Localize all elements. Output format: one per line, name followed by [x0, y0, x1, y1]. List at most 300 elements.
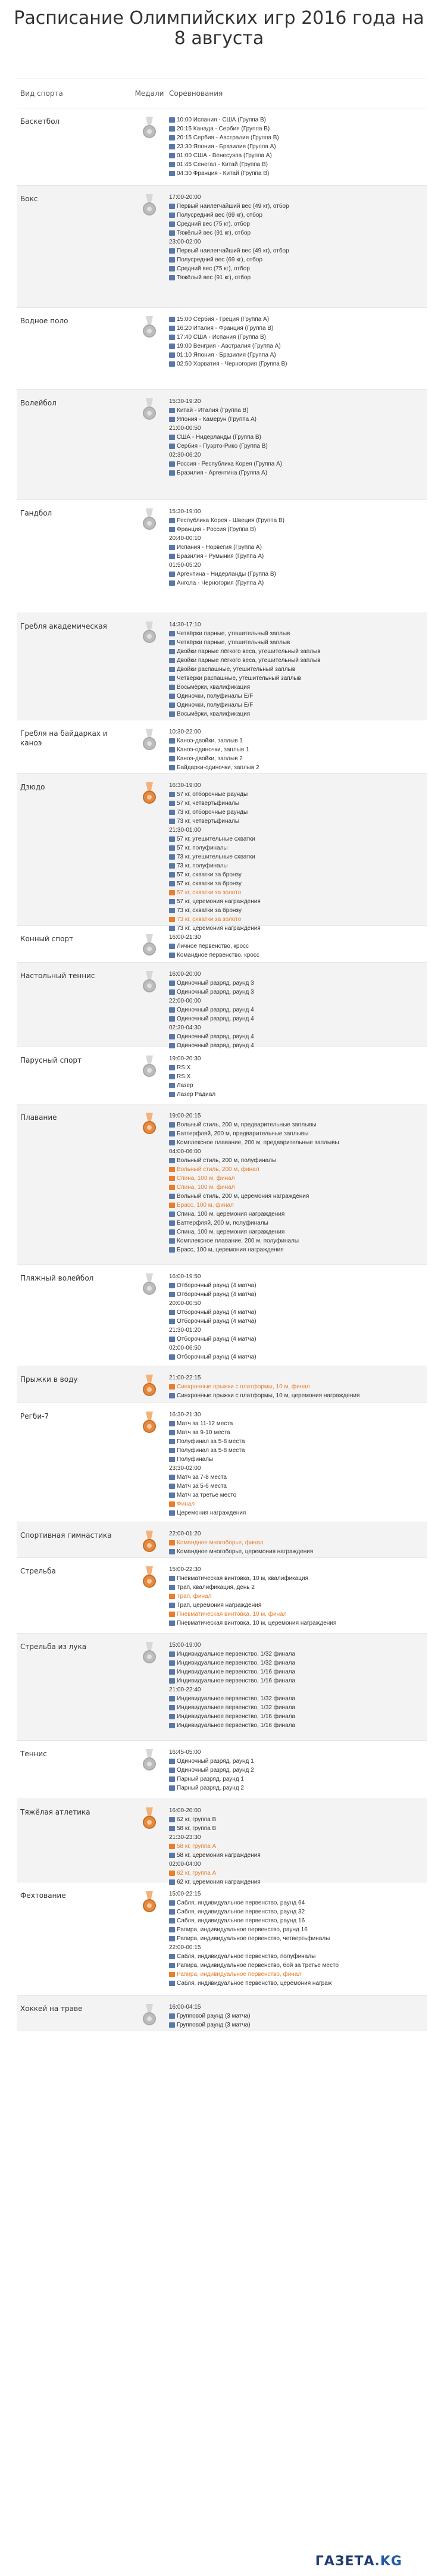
- event-item: [169, 1934, 427, 1943]
- session-time: 16:45-05:00: [169, 1749, 201, 1756]
- event-item: [169, 1138, 427, 1147]
- event-icon: [169, 1319, 175, 1324]
- event-icon: [169, 1211, 175, 1217]
- event-label: Средний вес (75 кг), отбор: [177, 221, 250, 227]
- session-time: 21:00-00:50: [169, 425, 201, 432]
- event-icon: [169, 1826, 175, 1831]
- events-cell: [169, 308, 427, 389]
- event-icon: [169, 702, 175, 708]
- event-icon: [169, 1871, 175, 1876]
- session-time: 02:30-04:30: [169, 1025, 201, 1031]
- event-item: [169, 710, 427, 719]
- event-label: 58 кг, группа A: [177, 1843, 217, 1850]
- event-label: Двойки распашные, утешительный заплыв: [177, 666, 296, 673]
- event-item: [169, 1784, 427, 1793]
- event-label: 23:30 Япония - Бразилия (Группа A): [177, 143, 276, 150]
- event-label: Сабля, индивидуальное первенство, раунд 32: [177, 1909, 305, 1915]
- event-icon: [169, 1669, 175, 1675]
- sport-name: Плавание: [20, 1113, 57, 1122]
- session-time: 21:30-01:00: [169, 827, 201, 833]
- event-icon: [169, 266, 175, 271]
- event-icon: [169, 1909, 175, 1915]
- events-cell: [169, 1741, 427, 1798]
- sport-name: Парусный спорт: [20, 1056, 82, 1064]
- event-icon: [169, 792, 175, 797]
- event-label: 57 кг, схватки за золото: [177, 889, 242, 896]
- event-icon: [169, 1817, 175, 1822]
- medal-cell: [130, 1366, 169, 1403]
- event-icon: [169, 756, 175, 761]
- event-icon: [169, 1844, 175, 1849]
- session-time: 16:00-20:00: [169, 1807, 201, 1814]
- event-icon: [169, 1158, 175, 1163]
- events-cell: [169, 186, 427, 307]
- event-icon: [169, 580, 175, 586]
- event-label: Одиночный разряд, раунд 4: [177, 1033, 254, 1040]
- event-label: RS:X: [177, 1073, 191, 1080]
- event-item: [169, 211, 427, 220]
- event-label: Матч за 9-10 места: [177, 1429, 230, 1436]
- final-event: [169, 1165, 427, 1174]
- event-icon: [169, 631, 175, 636]
- event-label: Полуфиналы: [177, 1456, 214, 1463]
- medal-cell: [130, 1104, 169, 1264]
- gold-medal-icon: [142, 1566, 157, 1589]
- event-item: [169, 754, 427, 763]
- event-label: 62 кг, группа A: [177, 1870, 217, 1876]
- event-icon: [169, 144, 175, 149]
- event-label: Трап, церемония награждения: [177, 1602, 262, 1609]
- event-icon: [169, 1475, 175, 1480]
- event-label: 04:30 Франция - Китай (Группа B): [177, 170, 270, 177]
- sport-name: Стрельба: [20, 1567, 56, 1575]
- final-event: [169, 1382, 427, 1391]
- event-label: Лазер Радиал: [177, 1091, 216, 1098]
- medal-cell: [130, 308, 169, 389]
- event-icon: [169, 162, 175, 167]
- event-item: [169, 1308, 427, 1317]
- event-icon: [169, 1310, 175, 1315]
- event-label: Первый наилегчайший вес (49 кг), отбор: [177, 203, 289, 210]
- event-label: Сабля, индивидуальное первенство, раунд 64: [177, 1900, 305, 1906]
- silver-medal-icon: [142, 622, 157, 644]
- session-time: 21:30-01:20: [169, 1327, 201, 1334]
- event-label: США - Нидерланды (Группа B): [177, 434, 261, 441]
- event-label: Полусредний вес (69 кг), отбор: [177, 257, 262, 263]
- event-label: Китай - Италия (Группа B): [177, 407, 249, 414]
- event-label: Первый наилегчайший вес (49 кг), отбор: [177, 248, 289, 254]
- event-icon: [169, 1203, 175, 1208]
- event-icon: [169, 1439, 175, 1444]
- event-item: [169, 674, 427, 683]
- event-item: [169, 1129, 427, 1138]
- event-icon: [169, 344, 175, 349]
- event-label: 16:20 Италия - Франция (Группа B): [177, 325, 274, 332]
- sport-name: Гребля на байдарках и каноэ: [20, 729, 108, 747]
- event-label: 20:15 Канада - Сербия (Группа B): [177, 126, 270, 132]
- session-time: 01:50-05:20: [169, 562, 201, 569]
- event-item: [169, 1659, 427, 1668]
- event-icon: [169, 1660, 175, 1666]
- event-item: [169, 1014, 427, 1023]
- event-icon: [169, 352, 175, 358]
- event-label: 58 кг, группа B: [177, 1825, 217, 1832]
- event-label: Сербия - Пуэрто-Рико (Группа B): [177, 443, 268, 449]
- table-row: [17, 1522, 427, 1558]
- event-icon: [169, 1594, 175, 1599]
- table-body: [17, 108, 427, 2031]
- event-item: [169, 1072, 427, 1081]
- session-time: 16:00-21:30: [169, 934, 201, 941]
- event-item: [169, 342, 427, 351]
- event-label: 15:00 Сербия - Греция (Группа A): [177, 316, 270, 323]
- event-label: 73 кг, церемония награждения: [177, 925, 261, 932]
- event-label: Восьмёрки, квалификация: [177, 711, 251, 717]
- event-label: 73 кг, полуфиналы: [177, 863, 228, 869]
- event-item: [169, 951, 427, 960]
- event-icon: [169, 326, 175, 331]
- event-label: Байдарки-одиночки, заплыв 2: [177, 764, 259, 771]
- final-event: [169, 1183, 427, 1192]
- gold-medal-icon: [142, 1807, 157, 1830]
- medal-cell: [130, 1403, 169, 1522]
- session-time: 16:30-21:30: [169, 1412, 201, 1418]
- event-item: [169, 1961, 427, 1970]
- event-label: Испания - Норвегия (Группа A): [177, 544, 262, 551]
- event-icon: [169, 2022, 175, 2028]
- event-icon: [169, 1220, 175, 1226]
- event-icon: [169, 1083, 175, 1088]
- medal-cell: [130, 1522, 169, 1557]
- table-row: [17, 1403, 427, 1522]
- sport-name: Гребля академическая: [20, 622, 107, 630]
- event-item: [169, 665, 427, 674]
- event-icon: [169, 1927, 175, 1932]
- event-icon: [169, 1167, 175, 1172]
- event-item: [169, 273, 427, 282]
- site-logo: [315, 2554, 402, 2569]
- event-label: Вольный стиль, 200 м, финал: [177, 1166, 259, 1173]
- event-label: Матч за третье место: [177, 1492, 237, 1498]
- silver-medal-icon: [142, 2004, 157, 2027]
- event-item: [169, 853, 427, 861]
- event-label: Четвёрки парные, утешительный заплыв: [177, 630, 290, 637]
- event-item: [169, 1006, 427, 1014]
- event-icon: [169, 1705, 175, 1710]
- header-medals: Медали: [134, 89, 164, 98]
- event-icon: [169, 649, 175, 654]
- event-item: [169, 1712, 427, 1721]
- event-icon: [169, 1603, 175, 1608]
- event-item: [169, 790, 427, 799]
- event-label: Пневматическая винтовка, 10 м, финал: [177, 1611, 287, 1618]
- event-item: [169, 1032, 427, 1041]
- event-label: 01:45 Сенегал - Китай (Группа B): [177, 161, 268, 168]
- session-time: 19:00-20:30: [169, 1056, 201, 1062]
- event-label: Каноэ-двойки, заплыв 2: [177, 755, 243, 762]
- event-label: Индивидуальное первенство, 1/32 финала: [177, 1660, 296, 1666]
- sport-name: Баскетбол: [20, 117, 60, 126]
- session-time: 16:00-04:15: [169, 2004, 201, 2010]
- event-icon: [169, 1540, 175, 1545]
- event-label: Отборочный раунд (4 матча): [177, 1354, 256, 1360]
- event-icon: [169, 248, 175, 254]
- event-item: [169, 942, 427, 951]
- event-item: [169, 1428, 427, 1437]
- event-item: [169, 1482, 427, 1491]
- event-icon: [169, 747, 175, 752]
- event-label: 57 кг, четвертьфиналы: [177, 800, 240, 807]
- event-item: [169, 433, 427, 442]
- event-item: [169, 1766, 427, 1775]
- event-label: Командное многоборье, церемония награждения: [177, 1548, 314, 1555]
- events-cell: [169, 1522, 427, 1557]
- event-icon: [169, 518, 175, 523]
- silver-medal-icon: [142, 1749, 157, 1772]
- session-time: 02:00-06:50: [169, 1345, 201, 1351]
- medal-cell: [130, 1558, 169, 1633]
- event-item: [169, 1473, 427, 1482]
- header-events: Соревнования: [169, 89, 223, 98]
- event-icon: [169, 863, 175, 869]
- event-icon: [169, 1510, 175, 1516]
- final-event: [169, 1610, 427, 1619]
- event-icon: [169, 676, 175, 681]
- event-icon: [169, 810, 175, 815]
- event-icon: [169, 819, 175, 824]
- event-item: [169, 808, 427, 817]
- event-icon: [169, 1292, 175, 1297]
- event-icon: [169, 1501, 175, 1507]
- event-label: Матч за 11-12 места: [177, 1420, 233, 1427]
- table-row: [17, 1882, 427, 1996]
- event-icon: [169, 658, 175, 663]
- medal-cell: [130, 186, 169, 307]
- table-row: [17, 390, 427, 500]
- event-item: [169, 906, 427, 915]
- event-icon: [169, 1492, 175, 1498]
- session-time: 02:00-04:00: [169, 1861, 201, 1868]
- event-label: Каноэ-одиночки, заплыв 1: [177, 747, 249, 753]
- event-icon: [169, 881, 175, 886]
- event-label: Вольный стиль, 200 м, полуфиналы: [177, 1157, 277, 1164]
- event-icon: [169, 204, 175, 209]
- events-cell: [169, 720, 427, 773]
- event-icon: [169, 694, 175, 699]
- event-item: [169, 1676, 427, 1685]
- event-icon: [169, 1972, 175, 1977]
- event-icon: [169, 1034, 175, 1039]
- event-icon: [169, 1678, 175, 1684]
- events-cell: [169, 1265, 427, 1366]
- sport-name: Хоккей на траве: [20, 2004, 83, 2013]
- event-item: [169, 745, 427, 754]
- event-icon: [169, 408, 175, 413]
- event-item: [169, 1952, 427, 1961]
- events-cell: [169, 390, 427, 499]
- event-label: Одиночный разряд, раунд 2: [177, 1767, 254, 1773]
- event-icon: [169, 1016, 175, 1022]
- event-icon: [169, 1229, 175, 1235]
- medal-cell: [130, 1996, 169, 2031]
- table-row: [17, 1558, 427, 1634]
- event-label: 20:15 Сербия - Австралия (Группа B): [177, 135, 279, 141]
- event-icon: [169, 470, 175, 476]
- events-cell: [169, 108, 427, 185]
- event-label: Вольный стиль, 200 м, церемония награждения: [177, 1193, 309, 1200]
- event-label: 57 кг, утешительные схватки: [177, 836, 255, 842]
- event-label: Одиночный разряд, раунд 4: [177, 1007, 254, 1013]
- event-icon: [169, 1981, 175, 1986]
- event-item: [169, 1547, 427, 1556]
- sport-name: Регби-7: [20, 1412, 49, 1420]
- events-cell: [169, 1104, 427, 1264]
- event-label: Отборочный раунд (4 матча): [177, 1318, 256, 1325]
- session-time: 17:00-20:00: [169, 194, 201, 201]
- event-icon: [169, 1936, 175, 1941]
- event-label: Индивидуальное первенство, 1/32 финала: [177, 1651, 296, 1657]
- event-label: Одиночки, полуфиналы E/F: [177, 693, 254, 700]
- session-time: 23:00-02:00: [169, 239, 201, 245]
- event-item: [169, 683, 427, 692]
- event-label: Синхронные прыжки с платформы, 10 м, церемония награждения: [177, 1392, 360, 1399]
- event-label: Матч за 7-8 места: [177, 1474, 227, 1481]
- event-item: [169, 406, 427, 415]
- event-item: [169, 525, 427, 534]
- gold-medal-icon: [142, 1531, 157, 1553]
- event-icon: [169, 1122, 175, 1128]
- event-icon: [169, 667, 175, 672]
- event-label: Средний вес (75 кг), отбор: [177, 266, 250, 272]
- medal-cell: [130, 1799, 169, 1882]
- medal-cell: [130, 1741, 169, 1798]
- session-time: 21:00-22:15: [169, 1375, 201, 1381]
- medal-cell: [130, 774, 169, 925]
- event-label: Индивидуальное первенство, 1/32 финала: [177, 1704, 296, 1711]
- sport-name: Тяжёлая атлетика: [20, 1808, 90, 1816]
- event-icon: [169, 711, 175, 717]
- schedule-table: [17, 79, 427, 2031]
- event-item: [169, 333, 427, 342]
- event-item: [169, 979, 427, 988]
- event-icon: [169, 1194, 175, 1199]
- event-item: [169, 1290, 427, 1299]
- event-item: [169, 1916, 427, 1925]
- final-event: [169, 1970, 427, 1979]
- events-cell: [169, 1558, 427, 1633]
- event-icon: [169, 1954, 175, 1959]
- logo-brand: ГАЗЕТА: [315, 2554, 375, 2569]
- event-label: Спина, 100 м, финал: [177, 1184, 235, 1191]
- sport-name: Пляжный волейбол: [20, 1274, 94, 1282]
- event-label: 62 кг, группа B: [177, 1816, 217, 1823]
- event-label: Трап, финал: [177, 1593, 212, 1600]
- silver-medal-icon: [142, 398, 157, 421]
- event-item: [169, 169, 427, 178]
- event-item: [169, 656, 427, 665]
- table-row: [17, 1265, 427, 1366]
- event-item: [169, 1281, 427, 1290]
- event-item: [169, 552, 427, 561]
- event-label: Отборочный раунд (4 матча): [177, 1309, 256, 1316]
- event-label: Двойки парные лёгкого веса, утешительный заплыв: [177, 657, 321, 664]
- medal-cell: [130, 1265, 169, 1366]
- event-label: Баттерфляй, 200 м, предварительные заплывы: [177, 1131, 309, 1137]
- event-label: Одиночки, полуфиналы E/F: [177, 702, 254, 708]
- event-label: Полуфинал за 5-8 места: [177, 1447, 245, 1454]
- event-label: Комплексное плавание, 200 м, предварительные заплывы: [177, 1139, 339, 1146]
- session-time: 15:00-22:30: [169, 1566, 201, 1573]
- event-item: [169, 1907, 427, 1916]
- table-row: [17, 186, 427, 308]
- events-cell: [169, 926, 427, 962]
- event-label: Спина, 100 м, финал: [177, 1175, 235, 1182]
- event-icon: [169, 1337, 175, 1342]
- medal-cell: [130, 720, 169, 773]
- gold-medal-icon: [142, 782, 157, 805]
- event-item: [169, 1237, 427, 1245]
- event-item: [169, 1851, 427, 1860]
- event-item: [169, 1245, 427, 1254]
- table-row: [17, 926, 427, 963]
- events-cell: [169, 1882, 427, 1995]
- event-item: [169, 1353, 427, 1362]
- event-label: Парный разряд, раунд 1: [177, 1776, 244, 1782]
- event-icon: [169, 230, 175, 236]
- event-label: Финал: [177, 1501, 195, 1507]
- event-item: [169, 763, 427, 772]
- sport-name: Теннис: [20, 1750, 47, 1758]
- event-label: Индивидуальное первенство, 1/16 финала: [177, 1669, 296, 1675]
- silver-medal-icon: [142, 934, 157, 957]
- medal-cell: [130, 963, 169, 1047]
- event-label: Одиночный разряд, раунд 1: [177, 1758, 254, 1765]
- sport-name: Фехтование: [20, 1891, 66, 1900]
- event-label: Командное многоборье, финал: [177, 1540, 264, 1546]
- session-time: 22:00-00:15: [169, 1944, 201, 1951]
- silver-medal-icon: [142, 508, 157, 531]
- event-label: 57 кг, отборочные раунды: [177, 791, 248, 798]
- event-icon: [169, 738, 175, 744]
- event-label: 73 кг, отборочные раунды: [177, 809, 248, 816]
- event-icon: [169, 872, 175, 878]
- event-item: [169, 1583, 427, 1592]
- event-label: Одиночный разряд, раунд 3: [177, 980, 254, 986]
- event-item: [169, 1455, 427, 1464]
- event-item: [169, 229, 427, 238]
- event-label: Восьмёрки, квалификация: [177, 684, 251, 691]
- event-label: Брасс, 100 м, церемония награждения: [177, 1247, 284, 1253]
- event-label: Рапира, индивидуальное первенство, бой за третье место: [177, 1962, 339, 1969]
- event-icon: [169, 171, 175, 176]
- event-icon: [169, 953, 175, 958]
- event-icon: [169, 1393, 175, 1398]
- event-item: [169, 1509, 427, 1518]
- event-label: Пневматическая винтовка, 10 м, квалификация: [177, 1575, 309, 1582]
- event-item: [169, 988, 427, 997]
- event-label: Комплексное плавание, 200 м, полуфиналы: [177, 1238, 299, 1244]
- event-label: Лазер: [177, 1082, 193, 1089]
- event-icon: [169, 981, 175, 986]
- event-label: Полусредний вес (69 кг), отбор: [177, 212, 262, 218]
- event-label: 58 кг, церемония награждения: [177, 1852, 261, 1859]
- event-item: [169, 1601, 427, 1610]
- event-label: Россия - Республика Корея (Группа A): [177, 461, 283, 467]
- silver-medal-icon: [142, 971, 157, 994]
- final-event: [169, 1842, 427, 1851]
- medal-cell: [130, 926, 169, 962]
- event-label: Ангола - Черногория (Группа A): [177, 580, 264, 586]
